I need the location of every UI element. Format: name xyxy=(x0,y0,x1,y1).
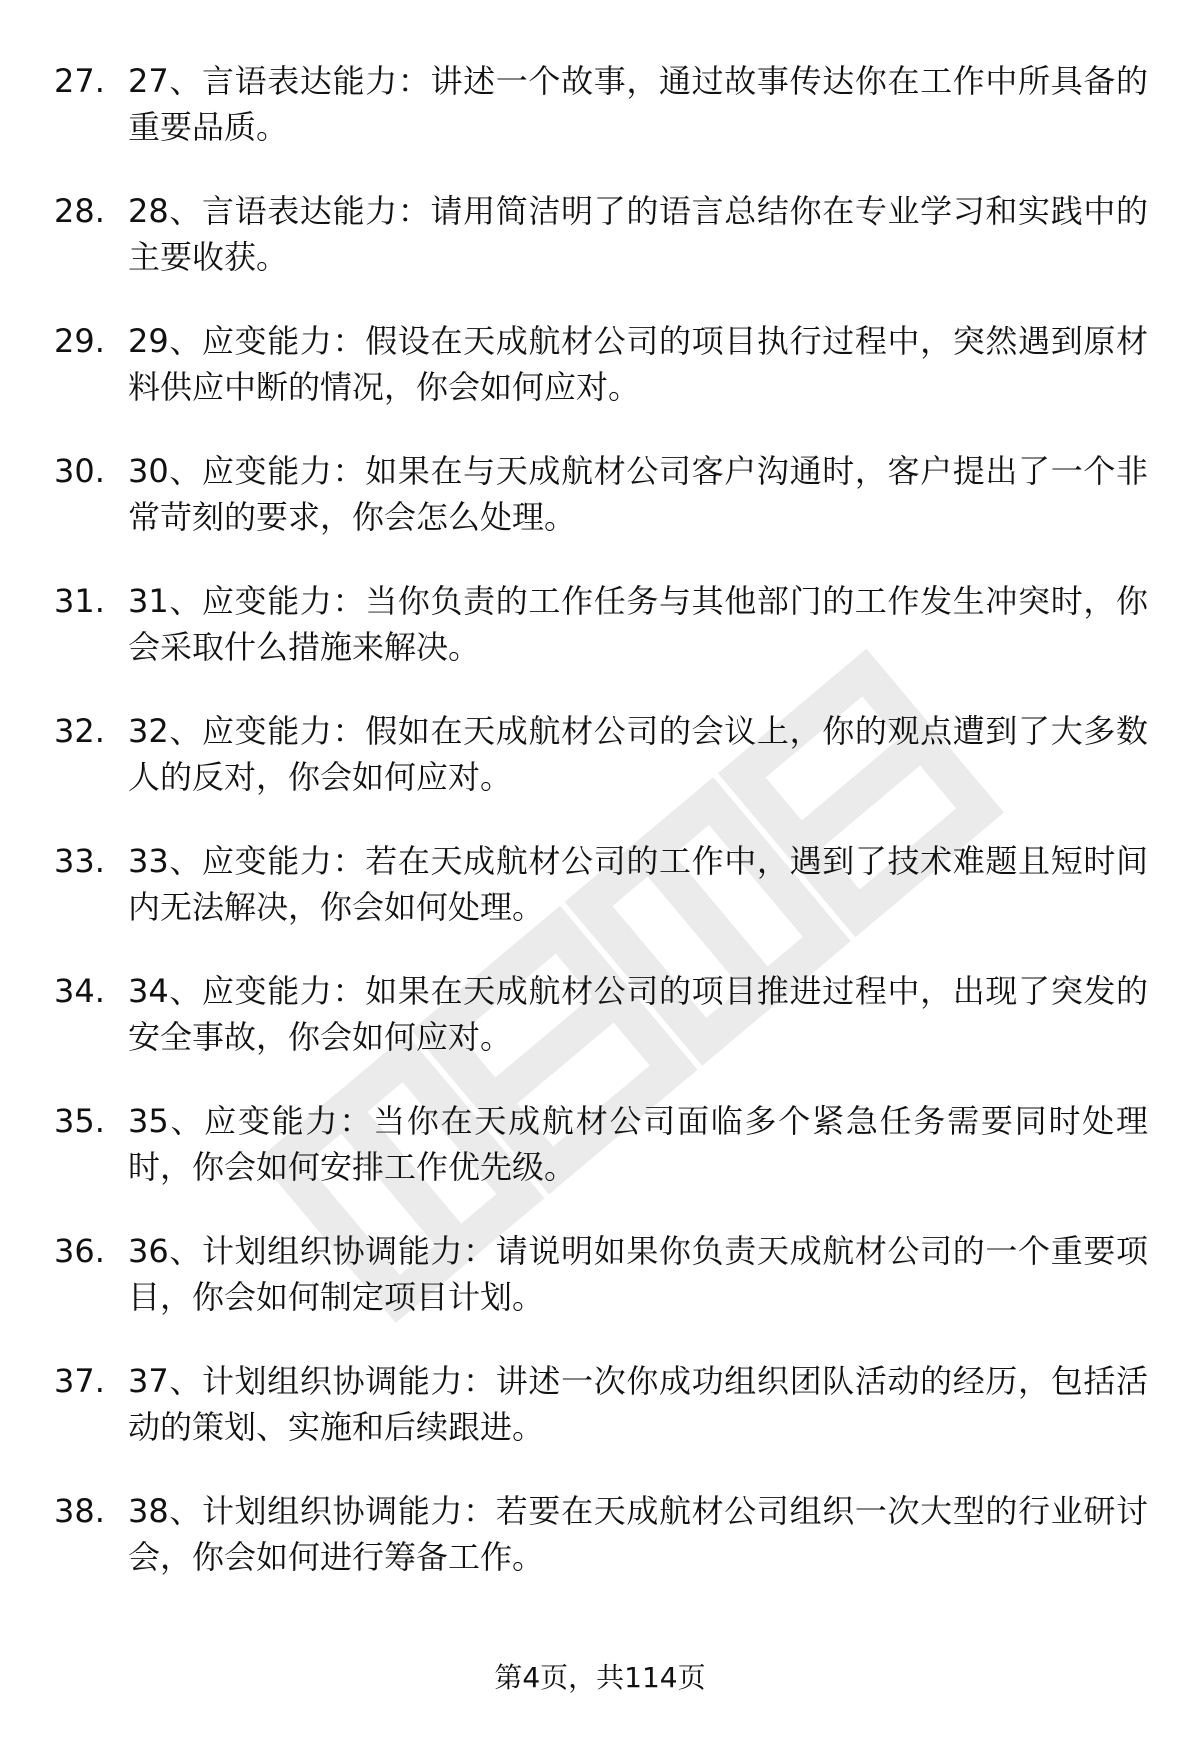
question-number: 27. xyxy=(54,62,105,100)
question-text: 30、应变能力：如果在与天成航材公司客户沟通时，客户提出了一个非常苛刻的要求，你会怎么处理。 xyxy=(128,452,1148,536)
page-footer: 第4页，共114页 xyxy=(494,1661,706,1694)
question-number: 32. xyxy=(54,712,105,750)
question-number: 34. xyxy=(54,972,105,1010)
question-item xyxy=(0,318,1200,448)
question-item xyxy=(0,1098,1200,1228)
question-text: 34、应变能力：如果在天成航材公司的项目推进过程中，出现了突发的安全事故，你会如何应对。 xyxy=(128,972,1148,1056)
question-text: 38、计划组织协调能力：若要在天成航材公司组织一次大型的行业研讨会，你会如何进行筹备工作。 xyxy=(128,1492,1148,1576)
question-item xyxy=(0,968,1200,1098)
question-number: 37. xyxy=(54,1362,105,1400)
question-text: 32、应变能力：假如在天成航材公司的会议上，你的观点遭到了大多数人的反对，你会如何应对。 xyxy=(128,712,1148,796)
question-list xyxy=(0,58,1200,1618)
question-text: 27、言语表达能力：讲述一个故事，通过故事传达你在工作中所具备的重要品质。 xyxy=(128,62,1148,146)
question-text: 29、应变能力：假设在天成航材公司的项目执行过程中，突然遇到原材料供应中断的情况，你会如何应对。 xyxy=(128,322,1148,406)
question-item xyxy=(0,188,1200,318)
question-item xyxy=(0,1358,1200,1488)
question-item xyxy=(0,708,1200,838)
question-text: 33、应变能力：若在天成航材公司的工作中，遇到了技术难题且短时间内无法解决，你会如何处理。 xyxy=(128,842,1148,926)
question-number: 28. xyxy=(54,192,105,230)
question-number: 35. xyxy=(54,1102,105,1140)
question-item xyxy=(0,1228,1200,1358)
question-number: 29. xyxy=(54,322,105,360)
question-number: 31. xyxy=(54,582,105,620)
question-number: 33. xyxy=(54,842,105,880)
question-text: 31、应变能力：当你负责的工作任务与其他部门的工作发生冲突时，你会采取什么措施来解决。 xyxy=(128,582,1148,666)
question-text: 35、应变能力：当你在天成航材公司面临多个紧急任务需要同时处理时，你会如何安排工作优先级。 xyxy=(128,1102,1148,1186)
question-item xyxy=(0,58,1200,188)
question-text: 37、计划组织协调能力：讲述一次你成功组织团队活动的经历，包括活动的策划、实施和后续跟进。 xyxy=(128,1362,1148,1446)
question-item xyxy=(0,1488,1200,1618)
question-text: 36、计划组织协调能力：请说明如果你负责天成航材公司的一个重要项目，你会如何制定项目计划。 xyxy=(128,1232,1148,1316)
question-item xyxy=(0,448,1200,578)
question-number: 38. xyxy=(54,1492,105,1530)
question-item xyxy=(0,838,1200,968)
question-item xyxy=(0,578,1200,708)
question-number: 36. xyxy=(54,1232,105,1270)
question-text: 28、言语表达能力：请用简洁明了的语言总结你在专业学习和实践中的主要收获。 xyxy=(128,192,1148,276)
question-number: 30. xyxy=(54,452,105,490)
